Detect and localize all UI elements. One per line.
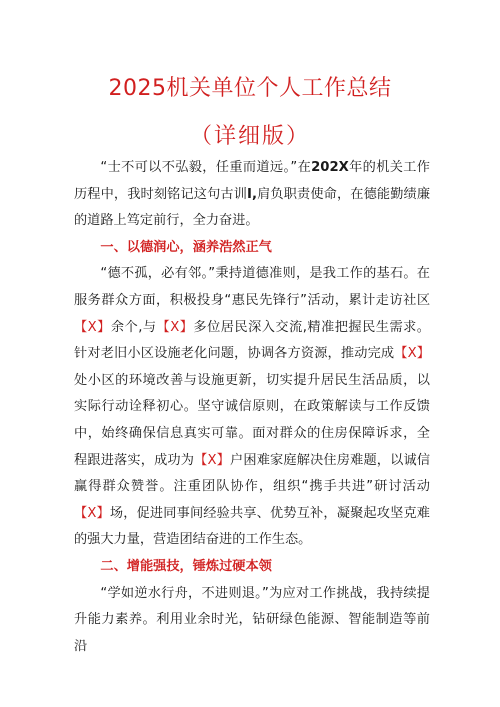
placeholder-x1: 【X】 <box>74 319 111 335</box>
intro-year: 202X <box>311 160 349 175</box>
section1-text-a: 秉持道德准则，是我工作的基石。在服务群众方面，积极投身 <box>74 266 430 308</box>
section1-text-b: “惠民先锋行” <box>224 292 307 308</box>
section2-text-a: 为应对工作挑战，我持续提升能力素养。利用业余时光，钻研绿色能源、智能制造等前沿 <box>74 585 430 654</box>
intro-paragraph <box>74 155 430 235</box>
placeholder-x3: 【X】 <box>394 346 430 362</box>
section1-heading: 一、以德润心，涵养浩然正气 <box>100 239 272 255</box>
placeholder-x5: 【X】 <box>74 505 110 521</box>
section1-text-d: 余个,与 <box>110 319 157 335</box>
intro-after-year: 年的机关工作历程中，我时刻铭记这句古训 <box>74 160 430 202</box>
placeholder-x4: 【X】 <box>194 452 230 468</box>
section2-heading: 二、增能强技，锤炼过硬本领 <box>100 558 272 574</box>
intro-before-year: 在 <box>297 160 312 175</box>
document-title: 2025机关单位个人工作总结 <box>108 76 392 101</box>
document-subtitle: （详细版） <box>189 124 310 149</box>
intro-rest: 肩负职责使命，在德能勤绩廉的道路上笃定前行，全力奋进。 <box>74 186 431 229</box>
section1-quote: “德不孤，必有邻。” <box>100 266 216 282</box>
intro-quote: “士不可以不弘毅，任重而道远。” <box>100 160 298 175</box>
intro-bold-i: I, <box>247 186 257 202</box>
document-body <box>74 155 430 660</box>
section1-text-f: 处小区的环境改善与设施更新，切实提升居民生活品质，以实际行动诠释初心。坚守诚信原则，在政策解读与工作反馈中，始终确保信息真实可靠。面对群众的住房保障诉求，全程跟进落实，成功为 <box>74 372 430 468</box>
placeholder-x2: 【X】 <box>156 319 194 335</box>
section2-paragraph <box>74 581 430 661</box>
section1-text-h: 场，促进同事间经验共享、优势互补，凝聚起攻坚克难的强大力量，营造团结奋进的工作生态。 <box>74 505 430 548</box>
section1-text-c: 活动，累计走访社区 <box>306 292 431 308</box>
section1-paragraph <box>74 261 430 554</box>
section1-text-e: 多位居民深入交流,精准把握民生需求。针对老旧小区设施老化问题，协调各方资源，推动完成 <box>74 319 430 362</box>
section2-quote: “学如逆水行舟，不进则退。” <box>100 585 269 601</box>
section1-text-g: 户困难家庭解决住房难题，以诚信赢得群众赞誉。注重团队协作，组织“携手共进”研讨活动 <box>74 452 431 495</box>
